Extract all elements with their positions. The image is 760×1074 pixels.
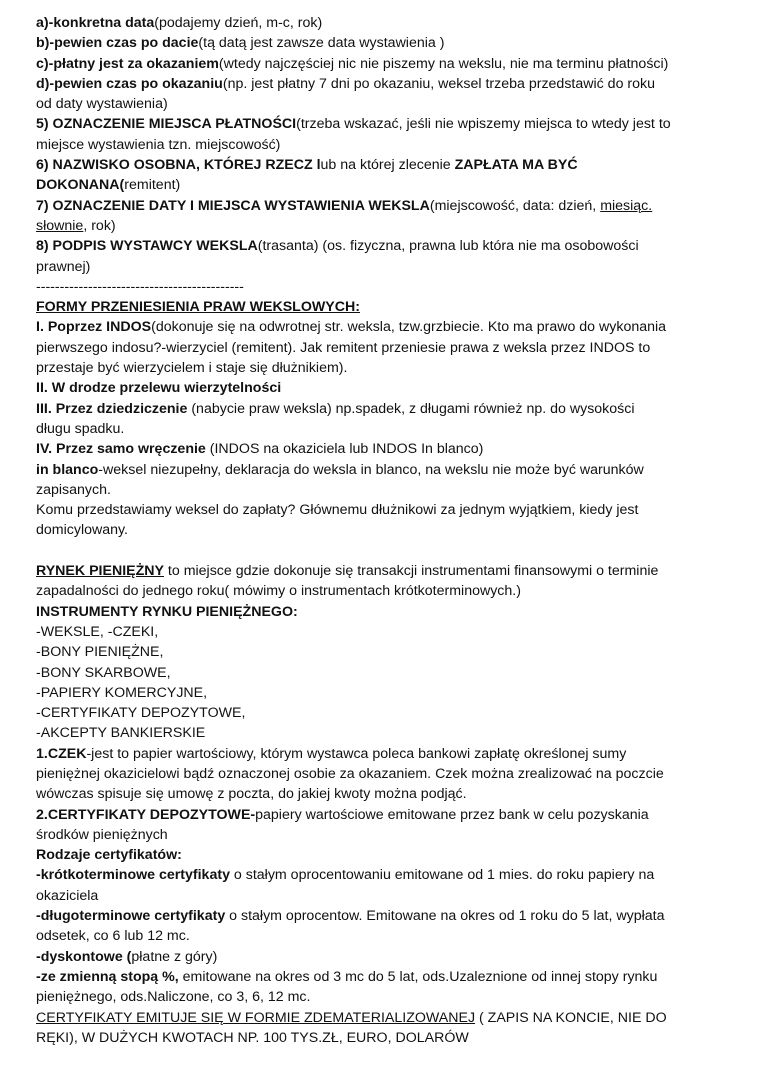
element-item-7-cont: słownie, rok) [36,217,116,234]
czek-definition-cont-1: pieniężnej okazicielowi bądź oznaczonej osobie za okazaniem. Czek można zrealizować na poczcie [36,765,664,782]
term-option-a: a)-konkretna data(podajemy dzień, m-c, rok) [36,15,323,31]
form-dziedziczenie: III. Przez dziedziczenie (nabycie praw weksla) np.spadek, z długami również np. do wysokości [36,400,635,417]
cert-kind-short-cont: okaziciela [36,887,99,904]
blanco-definition-cont: zapisanych. [36,481,111,498]
cert-kind-variable-cont: pieniężnego, ods.Naliczone, co 3, 6, 12 mc. [36,989,311,1006]
element-item-6: 6) NAZWISKO OSOBNA, KTÓREJ RZECZ lub na której zlecenie ZAPŁATA MA BYĆ [36,157,578,174]
element-item-8: 8) PODPIS WYSTAWCY WEKSLA(trasanta) (os. fizyczna, prawna lub która nie ma osobowości [36,238,639,255]
form-indos: I. Poprzez INDOS(dokonuje się na odwrotnej str. weksla, tzw.grzbiecie. Kto ma prawo do wykonania [36,319,667,336]
instrument-item: -AKCEPTY BANKIERSKIE [36,725,206,742]
final-note: CERTYFIKATY EMITUJE SIĘ W FORMIE ZDEMATERIALIZOWANEJ ( ZAPIS NA KONCIE, NIE DO [36,1009,667,1026]
cert-kind-long: -długoterminowe certyfikaty o stałym oprocentow. Emitowane na okres od 1 roku do 5 lat, wypłata [36,908,665,925]
blank-line [36,541,736,561]
term-option-d: d)-pewien czas po okazaniu(np. jest płatny 7 dni po okazaniu, weksel trzeba przedstawić do roku [36,75,656,92]
form-dziedziczenie-cont: długu spadku. [36,420,125,437]
cert-kind-short: -krótkoterminowe certyfikaty o stałym oprocentowaniu emitowane od 1 mies. do roku papiery na [36,867,655,884]
cert-definition: 2.CERTYFIKATY DEPOZYTOWE-papiery wartościowe emitowane przez bank w celu pozyskania [36,806,649,823]
cert-kind-long-cont: odsetek, co 6 lub 12 mc. [36,928,190,945]
cert-kind-discount: -dyskontowe (płatne z góry) [36,948,218,965]
instrument-item: -WEKSLE, -CZEKI, [36,623,159,640]
form-przelew: II. W drodze przelewu wierzytelności [36,380,282,397]
term-option-b: b)-pewien czas po dacie(tą datą jest zawsze data wystawienia ) [36,35,445,52]
forms-heading: FORMY PRZENIESIENIA PRAW WEKSLOWYCH: [36,299,360,316]
term-option-d-cont: od daty wystawienia) [36,96,168,113]
market-definition-cont: zapadalności do jednego roku( mówimy o instrumentach krótkoterminowych.) [36,583,521,600]
instrument-item: -BONY PIENIĘŻNE, [36,644,164,661]
term-option-c: c)-płatny jest za okazaniem(wtedy najczęściej nic nie piszemy na wekslu, nie ma terminu płatności) [36,55,669,72]
element-item-8-cont: prawnej) [36,258,91,275]
instruments-heading: INSTRUMENTY RYNKU PIENIĘŻNEGO: [36,603,298,620]
element-item-5-cont: miejsce wystawienia tzn. miejscowość) [36,136,281,153]
blanco-definition: in blanco-weksel niezupełny, deklaracja do weksla in blanco, na wekslu nie może być warunków [36,461,644,478]
market-definition: RYNEK PIENIĘŻNY to miejsce gdzie dokonuje się transakcji instrumentami finansowymi o terminie [36,563,659,580]
instrument-item: -BONY SKARBOWE, [36,664,171,681]
cert-kind-variable: -ze zmienną stopą %, emitowane na okres od 3 mc do 5 lat, ods.Uzaleznione od innej stopy rynku [36,968,658,985]
element-item-6-cont: DOKONANA(remitent) [36,177,181,194]
element-item-5: 5) OZNACZENIE MIEJSCA PŁATNOŚCI(trzeba wskazać, jeśli nie wpiszemy miejsca to wtedy jest to [36,116,671,133]
czek-definition: 1.CZEK-jest to papier wartościowy, którym wystawca poleca bankowi zapłatę określonej sumy [36,745,627,762]
form-indos-cont-1: pierwszego indosu?-wierzyciel (remitent). Jak remitent przeniesie prawa z weksla przez INDOS to [36,339,651,356]
form-indos-cont-2: przestaje być wierzycielem i staje się dłużnikiem). [36,360,348,377]
question-line-cont: domicylowany. [36,522,128,539]
instrument-item: -CERTYFIKATY DEPOZYTOWE, [36,705,246,722]
final-note-cont: RĘKI), W DUŻYCH KWOTACH NP. 100 TYS.ZŁ, EURO, DOLARÓW [36,1029,469,1046]
form-wreczenie: IV. Przez samo wręczenie (INDOS na okaziciela lub INDOS In blanco) [36,441,484,458]
separator-line: -------------------------------------------- [36,278,244,295]
instrument-item: -PAPIERY KOMERCYJNE, [36,684,208,701]
element-item-7: 7) OZNACZENIE DATY I MIEJSCA WYSTAWIENIA WEKSLA(miejscowość, data: dzień, miesiąc. [36,197,653,214]
cert-kinds-heading: Rodzaje certyfikatów: [36,847,182,864]
question-line: Komu przedstawiamy weksel do zapłaty? Głównemu dłużnikowi za jednym wyjątkiem, kiedy jest [36,502,639,519]
cert-definition-cont: środków pieniężnych [36,826,168,843]
czek-definition-cont-2: wówczas spisuje się umowę z poczta, do jakiej kwoty można podjąć. [36,786,467,803]
